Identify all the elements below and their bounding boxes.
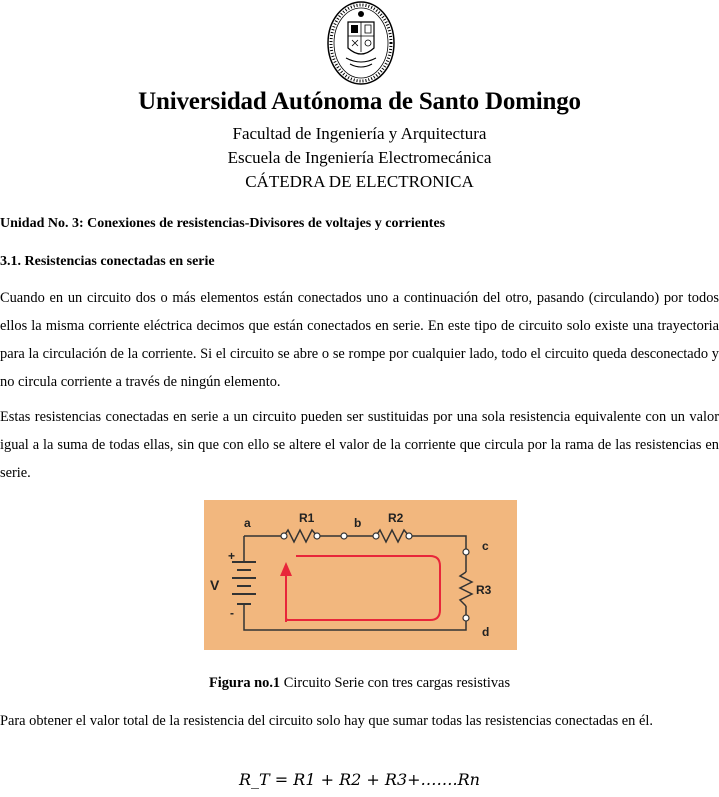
university-title: Universidad Autónoma de Santo Domingo xyxy=(138,88,581,115)
faculty-name: Facultad de Ingeniería y Arquitectura xyxy=(232,124,487,143)
label-node-d: d xyxy=(482,625,490,639)
label-node-a: a xyxy=(244,516,251,530)
label-plus: + xyxy=(228,549,236,563)
label-r2: R2 xyxy=(388,511,404,525)
series-resistance-formula: R_T = R1 + R2 + R3+…….Rn xyxy=(239,770,480,789)
school-name: Escuela de Ingeniería Electromecánica xyxy=(227,148,492,167)
university-seal-icon xyxy=(326,0,396,86)
series-circuit-figure xyxy=(204,500,517,650)
paragraph-equivalent-resistance: Estas resistencias conectadas en serie a un circuito pueden ser sustituidas por una sola resistencia equivalente con un valor igual a la suma de todas ellas, sin que con ello se altere el valor de la corriente que circula por la rama de las resistencias en serie. xyxy=(0,409,719,481)
chair-name: CÁTEDRA DE ELECTRONICA xyxy=(245,172,474,191)
section-title: 3.1. Resistencias conectadas en serie xyxy=(0,254,215,269)
label-r3: R3 xyxy=(476,583,492,597)
unit-title: Unidad No. 3: Conexiones de resistencias-Divisores de voltajes y corrientes xyxy=(0,216,446,231)
figure-caption xyxy=(0,675,719,692)
paragraph-series-definition: Cuando en un circuito dos o más elementos están conectados uno a continuación del otro, pasando (circulando) por todos ellos la misma corriente eléctrica decimos que están conectados en serie. En este tipo de circuito solo existe una trayectoria para la circulación de la corriente. Si el circuito se abre o se rompe por cualquier lado, todo el circuito queda desconectado y no circula corriente a través de ningún elemento. xyxy=(0,290,719,390)
caption-text: Circuito Serie con tres cargas resistivas xyxy=(280,675,511,691)
label-node-c: c xyxy=(482,539,489,553)
caption-label: Figura no.1 xyxy=(208,675,281,691)
label-voltage: V xyxy=(210,577,220,593)
paragraph-total-resistance: Para obtener el valor total de la resistencia del circuito solo hay que sumar todas las resistencias conectadas en él. xyxy=(0,713,653,729)
label-r1: R1 xyxy=(299,511,315,525)
label-minus: - xyxy=(230,606,234,620)
label-node-b: b xyxy=(354,516,362,530)
